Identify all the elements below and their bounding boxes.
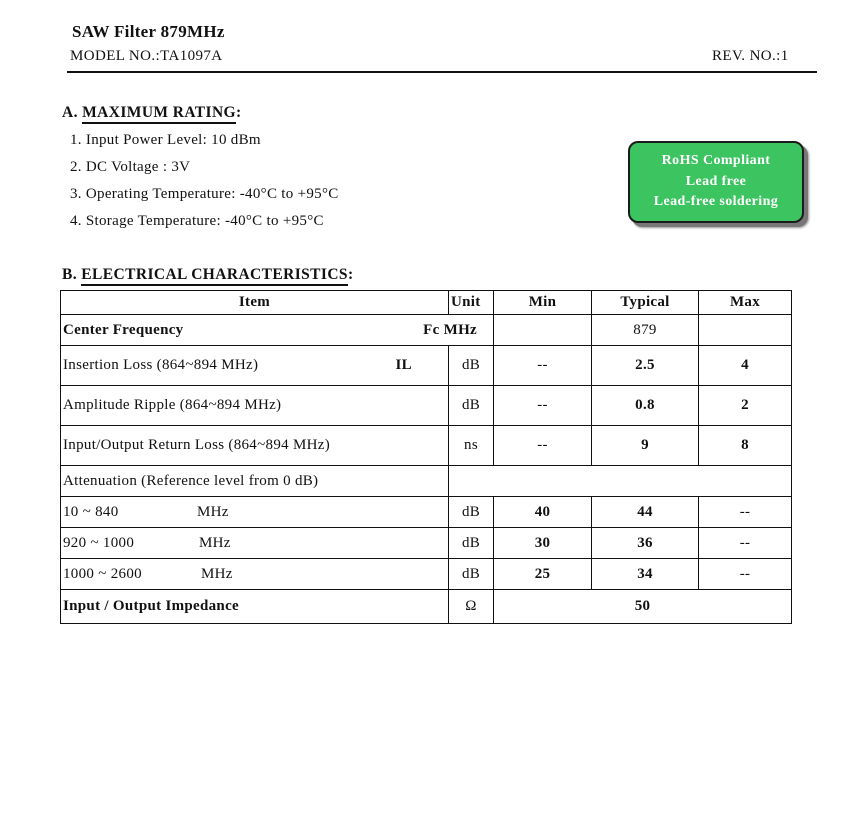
- insertion-loss-max: 4: [699, 346, 792, 386]
- table-row-amplitude-ripple: [61, 386, 792, 426]
- header-max: Max: [699, 291, 792, 315]
- amplitude-ripple-typical: 0.8: [592, 386, 699, 426]
- attenuation-min: 40: [494, 497, 592, 528]
- center-frequency-label: Center Frequency: [63, 321, 184, 338]
- rohs-line-1: RoHS Compliant: [661, 153, 771, 169]
- return-loss-min: --: [494, 426, 592, 466]
- attenuation-label: Attenuation (Reference level from 0 dB): [61, 466, 449, 497]
- attenuation-range-cell: [61, 497, 449, 528]
- attenuation-unit: dB: [449, 528, 494, 559]
- return-loss-max: 8: [699, 426, 792, 466]
- rating-dc-voltage: 2. DC Voltage : 3V: [70, 159, 191, 175]
- attenuation-label-blank: [449, 466, 792, 497]
- attenuation-max: --: [699, 497, 792, 528]
- document-title: SAW Filter 879MHz: [72, 22, 225, 41]
- center-frequency-max: [699, 315, 792, 346]
- section-b-title: ELECTRICAL CHARACTERISTICS: [81, 266, 348, 286]
- section-b-prefix: B.: [62, 266, 82, 283]
- table-row-attenuation: [61, 497, 792, 528]
- rohs-badge: [628, 141, 804, 223]
- insertion-loss-label: Insertion Loss (864~894 MHz): [63, 357, 259, 373]
- electrical-characteristics-table: [60, 290, 792, 624]
- header-min: Min: [494, 291, 592, 315]
- impedance-unit: Ω: [449, 590, 494, 624]
- header-unit: Unit: [449, 291, 494, 315]
- attenuation-typical: 36: [592, 528, 699, 559]
- amplitude-ripple-unit: dB: [449, 386, 494, 426]
- section-a-title: MAXIMUM RATING: [82, 104, 236, 124]
- attenuation-unit: dB: [449, 497, 494, 528]
- attenuation-typical: 44: [592, 497, 699, 528]
- insertion-loss-symbol: IL: [395, 357, 412, 373]
- rohs-line-2: Lead free: [685, 173, 747, 189]
- attenuation-min: 30: [494, 528, 592, 559]
- attenuation-range-unit: MHz: [197, 503, 229, 520]
- attenuation-range: 1000 ~ 2600: [63, 565, 142, 582]
- center-frequency-symbol-unit: Fc MHz: [423, 321, 477, 338]
- impedance-label: Input / Output Impedance: [61, 590, 449, 624]
- rohs-line-3: Lead-free soldering: [653, 194, 779, 210]
- insertion-loss-unit: dB: [449, 346, 494, 386]
- section-b-heading: [62, 266, 354, 284]
- amplitude-ripple-min: --: [494, 386, 592, 426]
- attenuation-range-unit: MHz: [201, 565, 233, 582]
- table-header-row: [61, 291, 792, 315]
- attenuation-range: 10 ~ 840: [63, 503, 119, 520]
- header-divider: [67, 71, 817, 73]
- insertion-loss-typical: 2.5: [592, 346, 699, 386]
- attenuation-range-unit: MHz: [199, 534, 231, 551]
- attenuation-range-cell: [61, 528, 449, 559]
- section-a-heading: [62, 104, 242, 122]
- model-number: MODEL NO.:TA1097A: [70, 48, 223, 64]
- rating-operating-temperature: 3. Operating Temperature: -40°C to +95°C: [70, 186, 339, 202]
- attenuation-max: --: [699, 559, 792, 590]
- amplitude-ripple-max: 2: [699, 386, 792, 426]
- center-frequency-cell: [61, 315, 494, 346]
- insertion-loss-min: --: [494, 346, 592, 386]
- header-item: Item: [61, 291, 449, 315]
- attenuation-range-cell: [61, 559, 449, 590]
- return-loss-unit: ns: [449, 426, 494, 466]
- table-row-attenuation-label: [61, 466, 792, 497]
- table-row-attenuation: [61, 528, 792, 559]
- attenuation-max: --: [699, 528, 792, 559]
- attenuation-range: 920 ~ 1000: [63, 534, 135, 551]
- impedance-value: 50: [494, 590, 792, 624]
- section-a-prefix: A.: [62, 104, 83, 121]
- rating-storage-temperature: 4. Storage Temperature: -40°C to +95°C: [70, 213, 324, 229]
- amplitude-ripple-label: Amplitude Ripple (864~894 MHz): [61, 386, 449, 426]
- revision-number: REV. NO.:1: [712, 48, 789, 64]
- return-loss-label: Input/Output Return Loss (864~894 MHz): [61, 426, 449, 466]
- center-frequency-min: [494, 315, 592, 346]
- return-loss-typical: 9: [592, 426, 699, 466]
- insertion-loss-cell: [61, 346, 449, 386]
- table-row-return-loss: [61, 426, 792, 466]
- table-row-insertion-loss: [61, 346, 792, 386]
- attenuation-unit: dB: [449, 559, 494, 590]
- header-typical: Typical: [592, 291, 699, 315]
- attenuation-typical: 34: [592, 559, 699, 590]
- rating-input-power: 1. Input Power Level: 10 dBm: [70, 132, 261, 148]
- table-row-center-frequency: [61, 315, 792, 346]
- section-b-suffix: :: [347, 266, 354, 283]
- attenuation-min: 25: [494, 559, 592, 590]
- table-row-attenuation: [61, 559, 792, 590]
- center-frequency-typical: 879: [592, 315, 699, 346]
- table-row-impedance: [61, 590, 792, 624]
- section-a-suffix: :: [236, 104, 242, 121]
